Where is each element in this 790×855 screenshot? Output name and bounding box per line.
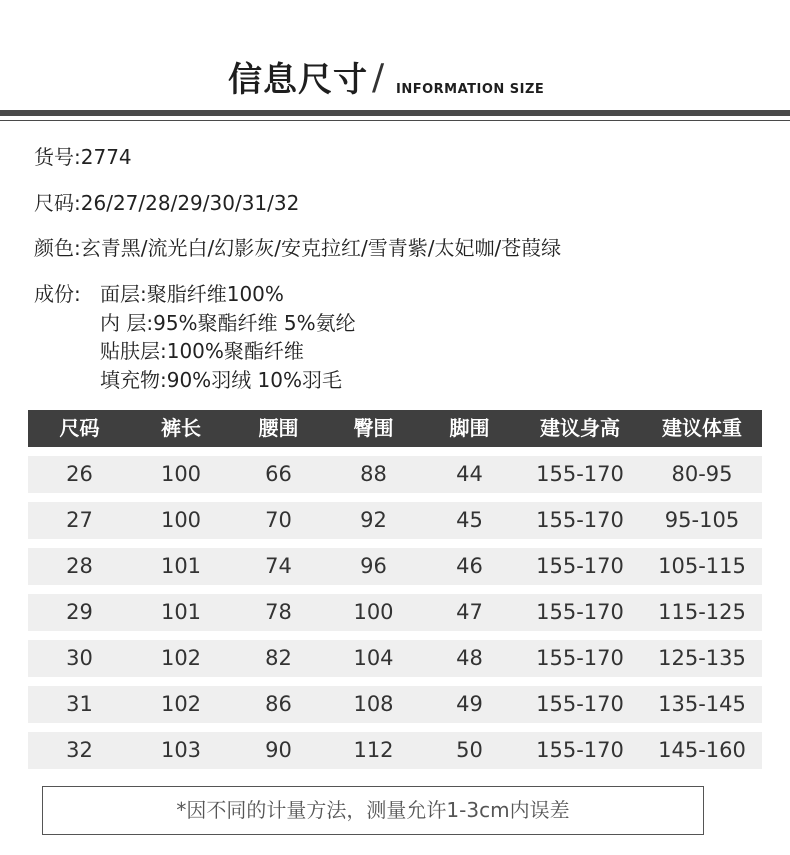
table-cell: 155-170 [536, 600, 624, 624]
sizes-line [34, 189, 299, 217]
page-title: 信息尺寸 [228, 60, 368, 100]
composition-row [34, 309, 356, 338]
table-cell: 100 [160, 462, 202, 486]
table-cell: 155-170 [536, 738, 624, 762]
table-header-cell: 腰围 [258, 416, 299, 440]
item-number-line [34, 143, 132, 171]
table-cell: 70 [265, 508, 292, 532]
table-row [28, 732, 762, 769]
table-cell: 88 [360, 462, 387, 486]
table-cell: 48 [456, 646, 483, 670]
sizes-value: 26/27/28/29/30/31/32 [80, 191, 300, 215]
table-cell: 74 [265, 554, 292, 578]
table-cell: 27 [66, 508, 93, 532]
colors-value: 玄青黑/流光白/幻影灰/安克拉红/雪青紫/太妃咖/苍葭绿 [80, 236, 562, 260]
table-cell: 96 [360, 554, 387, 578]
table-header-cell: 建议体重 [662, 416, 742, 440]
table-cell: 145-160 [658, 738, 746, 762]
table-cell: 155-170 [536, 692, 624, 716]
table-cell: 49 [456, 692, 483, 716]
table-cell: 50 [456, 738, 483, 762]
item-number-label: 货号: [34, 145, 81, 169]
table-row [28, 548, 762, 585]
table-row [28, 456, 762, 493]
table-cell: 102 [160, 646, 202, 670]
table-cell: 30 [66, 646, 93, 670]
colors-label: 颜色: [34, 236, 81, 260]
table-cell: 66 [265, 462, 292, 486]
table-cell: 103 [160, 738, 202, 762]
composition-line: 面层:聚脂纤维100% [100, 282, 284, 306]
table-cell: 112 [353, 738, 394, 762]
title-separator: / [372, 57, 385, 98]
table-cell: 90 [265, 738, 292, 762]
table-cell: 31 [66, 692, 93, 716]
table-cell: 45 [456, 508, 483, 532]
table-cell: 46 [456, 554, 483, 578]
table-header-cell: 建议身高 [540, 416, 620, 440]
table-row [28, 502, 762, 539]
composition-block [34, 280, 356, 394]
table-cell: 44 [456, 462, 483, 486]
composition-row [34, 366, 356, 395]
table-cell: 100 [353, 600, 394, 624]
table-cell: 108 [353, 692, 394, 716]
table-cell: 101 [160, 554, 202, 578]
table-cell: 78 [265, 600, 292, 624]
table-cell: 115-125 [658, 600, 746, 624]
table-cell: 80-95 [671, 462, 733, 486]
table-cell: 155-170 [536, 646, 624, 670]
table-header-cell: 尺码 [59, 416, 100, 440]
table-cell: 26 [66, 462, 93, 486]
table-header-cell: 裤长 [161, 416, 201, 440]
table-row [28, 640, 762, 677]
composition-line: 填充物:90%羽绒 10%羽毛 [100, 367, 343, 392]
table-cell: 82 [265, 646, 292, 670]
table-cell: 104 [353, 646, 394, 670]
table-cell: 28 [66, 554, 93, 578]
composition-row [34, 280, 356, 309]
composition-row [34, 337, 356, 366]
table-row [28, 686, 762, 723]
table-row [28, 594, 762, 631]
table-cell: 102 [160, 692, 202, 716]
page-header [0, 0, 790, 110]
header-divider-thick [0, 110, 790, 116]
table-cell: 135-145 [658, 692, 746, 716]
table-header-cell: 脚围 [449, 416, 490, 440]
table-cell: 155-170 [536, 508, 624, 532]
table-cell: 155-170 [536, 462, 624, 486]
page-subtitle: INFORMATION SIZE [396, 82, 545, 97]
item-number-value: 2774 [80, 145, 132, 169]
table-cell: 105-115 [658, 554, 746, 578]
table-cell: 47 [456, 600, 483, 624]
table-cell: 100 [160, 508, 202, 532]
sizes-label: 尺码: [34, 191, 81, 215]
table-cell: 101 [160, 600, 202, 624]
composition-label: 成份: [34, 282, 81, 306]
colors-line [34, 234, 561, 262]
table-cell: 86 [265, 692, 292, 716]
table-cell: 29 [66, 600, 93, 624]
table-header-row [28, 410, 762, 447]
table-body [28, 456, 762, 769]
table-cell: 155-170 [536, 554, 624, 578]
measurement-note: *因不同的计量方法，测量允许1-3cm内误差 [42, 786, 704, 835]
table-cell: 92 [360, 508, 387, 532]
composition-line: 内 层:95%聚酯纤维 5%氨纶 [100, 310, 356, 335]
table-cell: 125-135 [658, 646, 746, 670]
table-cell: 95-105 [664, 508, 740, 532]
table-header-cell: 臀围 [353, 416, 394, 440]
composition-line: 贴肤层:100%聚酯纤维 [100, 339, 304, 363]
header-divider-thin [0, 120, 790, 121]
size-table [28, 410, 762, 769]
table-cell: 32 [66, 738, 93, 762]
